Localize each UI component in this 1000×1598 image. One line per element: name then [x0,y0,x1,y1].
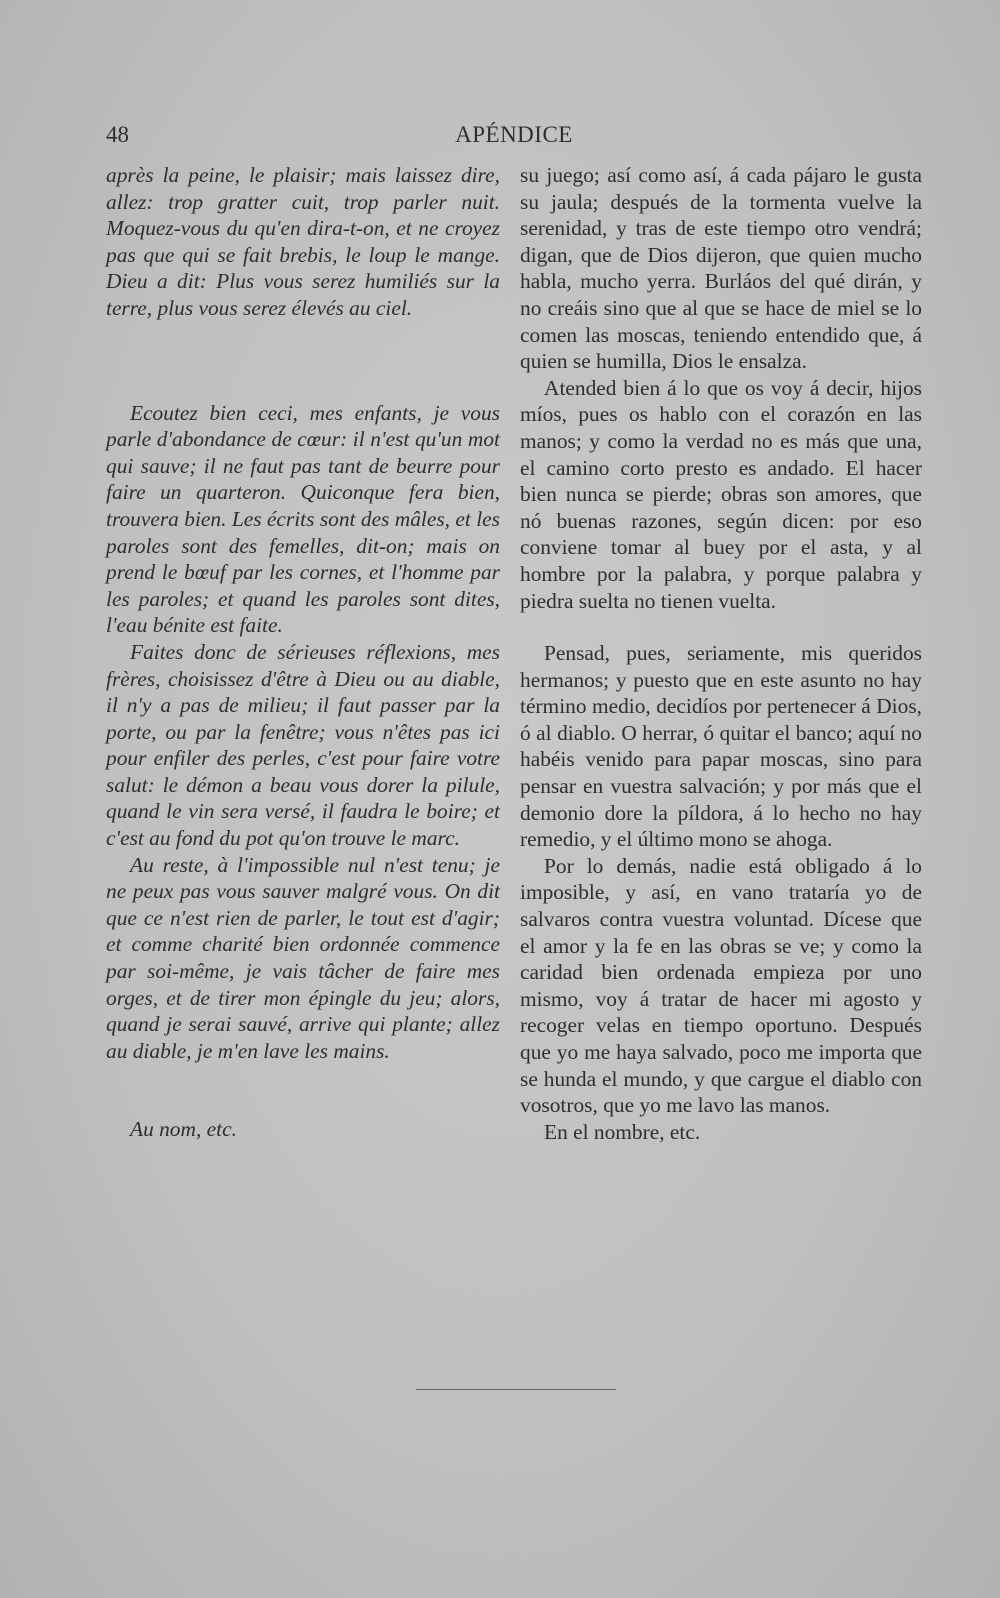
french-column [106,162,500,1143]
page-header [106,122,922,154]
end-rule [416,1389,616,1390]
spanish-paragraph: Pensad, pues, seriamente, mis queridos hermanos; y puesto que en este asunto no hay término medio, decidíos por pertenecer á Dios, ó al diablo. O herrar, ó quitar el banco; aquí no habéis venido para papar moscas, sino para pensar en vuestra salvación; y por más que el demonio dore la píldora, á lo hecho no hay remedio, y el último mono se ahoga. [520,641,922,852]
spanish-column [520,162,922,1145]
spanish-paragraph: su juego; así como así, á cada pájaro le gusta su jaula; después de la tormenta vuelve la serenidad, y tras de este tiempo otro vendrá; digan, que de Dios dijeron, que quien mucho habla, mucho yerra. Burláos del qué dirán, y no creáis sino que al que se hace de miel se lo comen las moscas, teniendo entendido que, á quien se humilla, Dios le ensalza. [520,163,922,374]
running-title: APÉNDICE [455,122,573,147]
french-paragraph: Faites donc de sérieuses réflexions, mes frères, choisissez d'être à Dieu ou au diable, il n'y a pas de milieu; il faut passer par la porte, ou par la fenêtre; vous n'êtes pas ici pour enfiler des perles, c'est pour faire votre salut: le démon a beau vous dorer la pilule, quand le vin sera versé, il faudra le boire; et c'est au fond du pot qu'on trouve le marc. [106,639,500,851]
spanish-paragraph: Por lo demás, nadie está obligado á lo imposible, y así, en vano trataría yo de salvaros contra vuestra voluntad. Dícese que el amor y la fe en las obras se ve; y como la caridad bien ordenada empieza por uno mismo, voy á tratar de hacer mi agosto y recoger velas en tiempo oportuno. Después que yo me haya salvado, poco me importa que se hunda el mundo, y que cargue el diablo con vosotros, que yo me lavo las manos. [520,853,922,1118]
french-paragraph: après la peine, le plaisir; mais laissez dire, allez: trop gratter cuit, trop parler nuit. Moquez-vous du qu'en dira-t-on, et ne croyez pas que qui se fait brebis, le loup le mange. Dieu a dit: Plus vous serez humiliés sur la terre, plus vous serez élevés au ciel. [106,163,500,320]
french-paragraph: Ecoutez bien ceci, mes enfants, je vous parle d'abondance de cœur: il n'est qu'un mot qui sauve; il ne faut pas tant de beurre pour faire un quarteron. Quiconque fera bien, trouvera bien. Les écrits sont des mâles, et les paroles sont des femelles, dit-on; mais on prend le bœuf par les cornes, et l'homme par les paroles; et quand les paroles sont dites, l'eau bénite est faite. [106,400,500,638]
spanish-closing: En el nombre, etc. [544,1119,701,1144]
spanish-paragraph: Atended bien á lo que os voy á decir, hijos míos, pues os hablo con el corazón en las manos; y como la verdad no es más que una, el camino corto presto es andado. El hacer bien nunca se pierde; obras son amores, que nó buenas razones, según dicen: por eso conviene tomar al buey por el asta, y al hombre por la palabra, y porque palabra y piedra suelta no tienen vuelta. [520,375,922,613]
french-paragraph: Au reste, à l'impossible nul n'est tenu; je ne peux pas vous sauver malgré vous. On dit que ce n'est rien de parler, le tout est d'agir; et comme charité bien ordonnée commence par soi-même, je vais tâcher de faire mes orges, et de tirer mon épingle du jeu; alors, quand je serai sauvé, arrive qui plante; allez au diable, je m'en lave les mains. [106,852,500,1063]
page-number: 48 [106,122,129,147]
french-closing: Au nom, etc. [130,1117,237,1142]
